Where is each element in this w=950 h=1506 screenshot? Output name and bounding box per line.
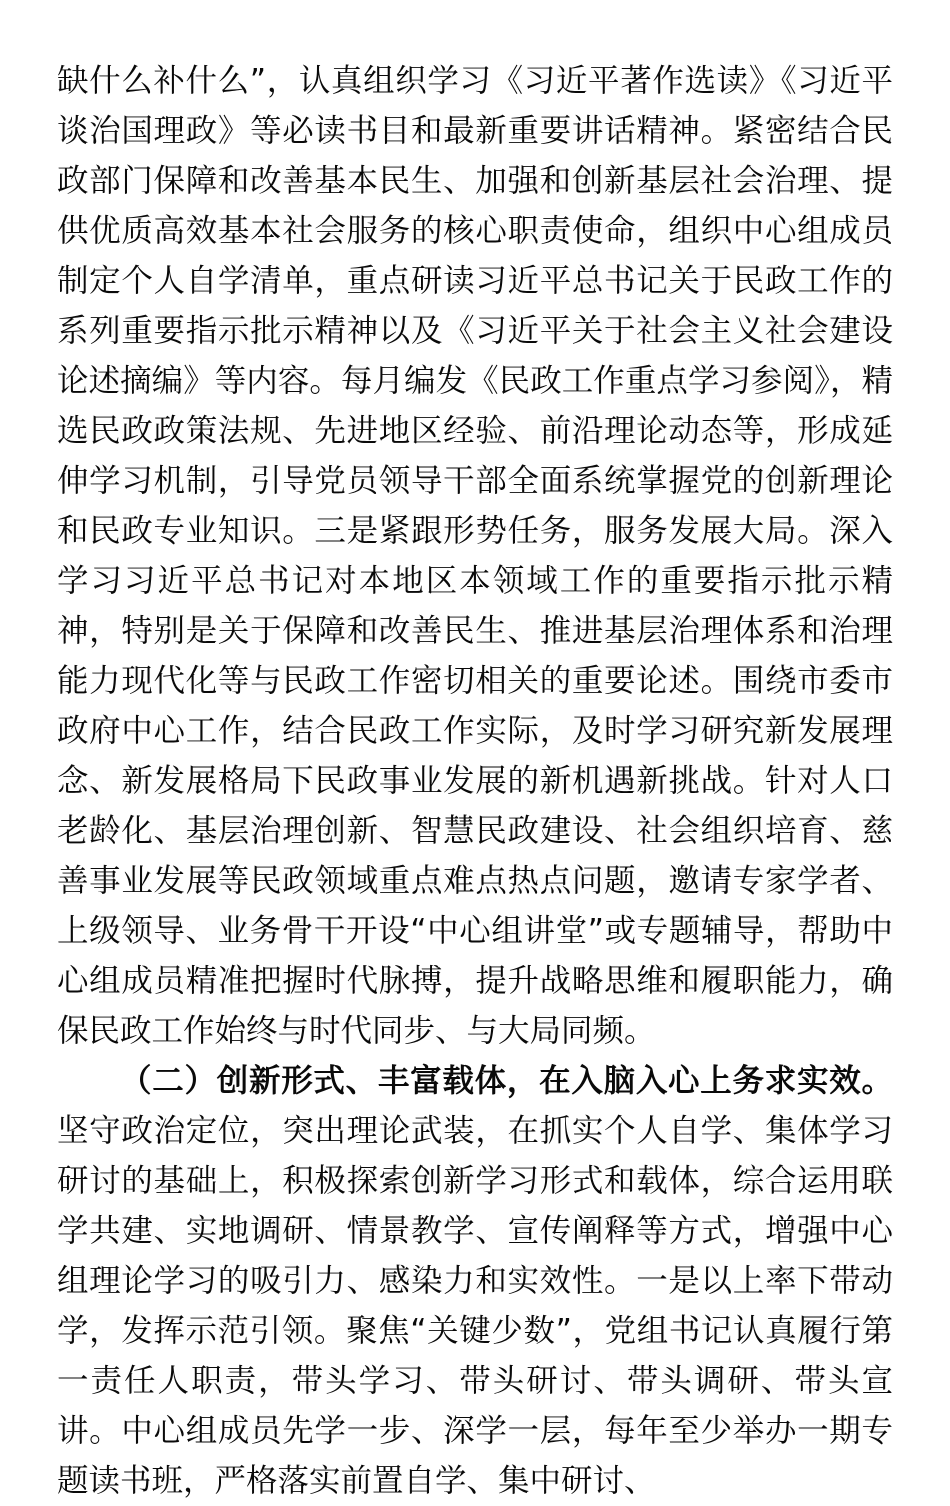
paragraph-continued xyxy=(57,56,893,1056)
section-body-run: 坚守政治定位，突出理论武装，在抓实个人自学、集体学习研讨的基础上，积极探索创新学习形式和载体，综合运用联学共建、实地调研、情景教学、宣传阐释等方式，增强中心组理论学习的吸引力、感染力和实效性。一是以上率下带动学，发挥示范引领。聚焦“关键少数”，党组书记认真履行第一责任人职责，带头学习、带头研讨、带头调研、带头宣讲。中心组成员先学一步、深学一层，每年至少举办一期专题读书班，严格落实前置自学、集中研讨、 xyxy=(57,1113,893,1499)
paragraph-section-two xyxy=(57,1056,893,1506)
section-heading-run: （二）创新形式、丰富载体，在入脑入心上务求实效。 xyxy=(120,1063,893,1099)
paragraph-text-run: 缺什么补什么”，认真组织学习《习近平著作选读》《习近平谈治国理政》等必读书目和最新重要讲话精神。紧密结合民政部门保障和改善基本民生、加强和创新基层社会治理、提供优质高效基本社会服务的核心职责使命，组织中心组成员制定个人自学清单，重点研读习近平总书记关于民政工作的系列重要指示批示精神以及《习近平关于社会主义社会建设论述摘编》等内容。每月编发《民政工作重点学习参阅》，精选民政政策法规、先进地区经验、前沿理论动态等，形成延伸学习机制，引导党员领导干部全面系统掌握党的创新理论和民政专业知识。三是紧跟形势任务，服务发展大局。深入学习习近平总书记对本地区本领域工作的重要指示批示精神，特别是关于保障和改善民生、推进基层治理体系和治理能力现代化等与民政工作密切相关的重要论述。围绕市委市政府中心工作，结合民政工作实际，及时学习研究新发展理念、新发展格局下民政事业发展的新机遇新挑战。针对人口老龄化、基层治理创新、智慧民政建设、社会组织培育、慈善事业发展等民政领域重点难点热点问题，邀请专家学者、上级领导、业务骨干开设“中心组讲堂”或专题辅导，帮助中心组成员精准把握时代脉搏，提升战略思维和履职能力，确保民政工作始终与时代同步、与大局同频。 xyxy=(57,63,893,1049)
document-body xyxy=(57,56,893,1506)
